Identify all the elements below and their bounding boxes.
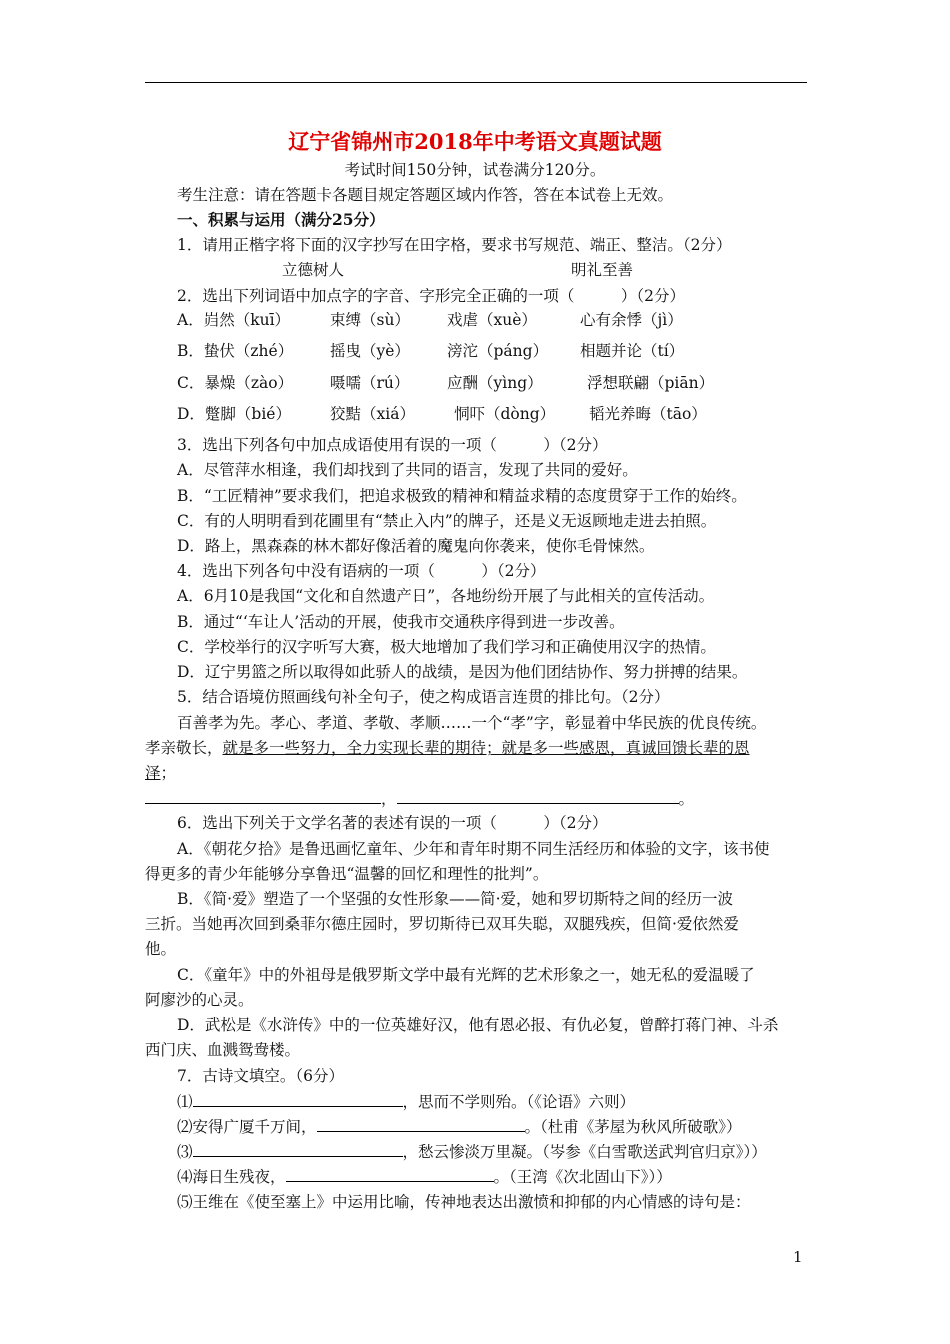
q2-a-1: A．岿然（kuī）: [177, 311, 291, 329]
header-rule: [145, 82, 807, 83]
q4-stem: 4．选出下列各句中没有语病的一项（ ）（2分）: [177, 562, 546, 580]
q2-a-2: 束缚（sù）: [330, 311, 410, 329]
q1-phrase-b: 明礼至善: [571, 261, 634, 279]
q5-lead: 孝亲敬长，: [145, 739, 223, 757]
q5-period: 。: [678, 790, 695, 808]
q5-stem: 5．结合语境仿照画线句补全句子，使之构成语言连贯的排比句。（2分）: [177, 688, 670, 706]
exam-notice: 考生注意：请在答题卡各题目规定答题区域内作答，答在本试卷上无效。: [177, 186, 674, 204]
q2-d-4: 韬光养晦（tāo）: [589, 405, 707, 423]
q6-c-line-2: 阿廖沙的心灵。: [145, 991, 254, 1009]
q5-answer-line: [145, 788, 694, 809]
q6-d-line-2: 西门庆、血溅鸳鸯楼。: [145, 1041, 301, 1059]
q6-b-line-3: 他。: [145, 940, 177, 958]
q7-1-blank[interactable]: [193, 1091, 403, 1107]
q7-2-blank[interactable]: [317, 1116, 525, 1132]
q7-3-text: ，愁云惨淡万里凝。（岑参《白雪歌送武判官归京》））: [402, 1143, 767, 1161]
q5-blank-1[interactable]: [145, 788, 381, 804]
q5-paragraph-2: [145, 738, 750, 758]
q2-b-2: 摇曳（yè）: [330, 342, 410, 360]
q5-underlined-end: 泽: [145, 764, 161, 782]
q4-option-d: D．辽宁男篮之所以取得如此骄人的战绩，是因为他们团结协作、努力拼搏的结果。: [177, 663, 748, 681]
q7-4-text: 。（王湾《次北固山下》））: [493, 1168, 672, 1186]
q6-a-line-2: 得更多的青少年能够分享鲁迅“温馨的回忆和理性的批判”。: [145, 865, 549, 883]
q5-paragraph-3: [145, 763, 176, 783]
q3-option-b: B．“工匠精神”要求我们，把追求极致的精神和精益求精的态度贯穿于工作的始终。: [177, 487, 747, 505]
q7-3-number: ⑶: [177, 1143, 193, 1161]
q4-option-b: B．通过“‘车让人’活动的开展，使我市交通秩序得到进一步改善。: [177, 613, 625, 631]
q7-item-5: ⑸王维在《使至塞上》中运用比喻，传神地表达出激愤和抑郁的内心情感的诗句是：: [177, 1193, 751, 1211]
q4-option-c: C．学校举行的汉字听写大赛，极大地增加了我们学习和正确使用汉字的热情。: [177, 638, 716, 656]
q6-d-line-1: D．武松是《水浒传》中的一位英雄好汉，他有恩必报、有仇必复，曾醉打蒋门神、斗杀: [177, 1016, 779, 1034]
q5-underlined-sentence: 就是多一些努力，全力实现长辈的期待；就是多一些感恩，真诚回馈长辈的恩: [222, 739, 750, 757]
q6-stem: 6．选出下列关于文学名著的表述有误的一项（ ）（2分）: [177, 814, 608, 832]
q6-b-line-1: B．《简·爱》塑造了一个坚强的女性形象——简·爱，她和罗切斯特之间的经历一波: [177, 890, 733, 908]
q2-b-3: 滂沱（páng）: [447, 342, 549, 360]
q2-d-1: D．蹩脚（bié）: [177, 405, 291, 423]
q1-phrase-a: 立德树人: [282, 261, 345, 279]
q3-stem: 3．选出下列各句中加点成语使用有误的一项（ ）（2分）: [177, 436, 608, 454]
q7-item-1: [177, 1091, 635, 1112]
q7-stem: 7．古诗文填空。（6分）: [177, 1067, 344, 1085]
q2-a-4: 心有余悸（jì）: [580, 311, 683, 329]
q7-1-number: ⑴: [177, 1093, 193, 1111]
q6-c-line-1: C．《童年》中的外祖母是俄罗斯文学中最有光辉的艺术形象之一，她无私的爱温暖了: [177, 966, 755, 984]
q5-comma: ，: [381, 790, 397, 808]
q2-b-1: B．蛰伏（zhé）: [177, 342, 294, 360]
q1-stem: 1．请用正楷字将下面的汉字抄写在田字格，要求书写规范、端正、整洁。（2分）: [177, 236, 732, 254]
q7-1-text: ，思而不学则殆。（《论语》六则）: [402, 1093, 636, 1111]
q2-c-4: 浮想联翩（piān）: [587, 374, 715, 392]
q3-option-a: A．尽管萍水相逢，我们却找到了共同的语言，发现了共同的爱好。: [177, 461, 638, 479]
q2-a-3: 戏虐（xuè）: [447, 311, 537, 329]
q7-4-blank[interactable]: [286, 1166, 494, 1182]
page-number: 1: [793, 1248, 803, 1266]
exam-info: 考试时间150分钟，试卷满分120分。: [344, 161, 606, 179]
q2-d-2: 狡黠（xiá）: [330, 405, 415, 423]
q5-paragraph-1: 百善孝为先。孝心、孝道、孝敬、孝顺……一个“孝”字，彰显着中华民族的优良传统。: [177, 714, 767, 732]
q7-4-text-pre: ⑷海日生残夜，: [177, 1168, 286, 1186]
q3-option-d: D．路上，黑森森的林木都好像活着的魔鬼向你袭来，使你毛骨悚然。: [177, 537, 655, 555]
q5-semicolon: ；: [160, 764, 177, 782]
q7-item-3: [177, 1141, 767, 1162]
q6-a-line-1: A．《朝花夕拾》是鲁迅画忆童年、少年和青年时期不同生活经历和体验的文字，该书使: [177, 840, 770, 858]
q7-2-text-pre: ⑵安得广厦千万间，: [177, 1118, 317, 1136]
q6-b-line-2: 三折。当她再次回到桑菲尔德庄园时，罗切斯待已双耳失聪，双腿残疾，但简·爱依然爱: [145, 915, 739, 933]
q2-c-3: 应酬（yìng）: [447, 374, 543, 392]
section-heading: 一、积累与运用（满分25分）: [177, 210, 385, 229]
q2-stem: 2．选出下列词语中加点字的字音、字形完全正确的一项（ ）（2分）: [177, 287, 685, 305]
page-title: 辽宁省锦州市2018年中考语文真题试题: [288, 129, 662, 154]
q2-c-2: 嗫嚅（rú）: [330, 374, 410, 392]
q7-3-blank[interactable]: [193, 1141, 403, 1157]
q7-item-2: [177, 1116, 742, 1137]
q7-item-4: [177, 1166, 672, 1187]
q4-option-a: A．6月10是我国“文化和自然遗产日”，各地纷纷开展了与此相关的宣传活动。: [177, 587, 715, 605]
q3-option-c: C．有的人明明看到花圃里有“禁止入内”的牌子，还是义无返顾地走进去拍照。: [177, 512, 717, 530]
q2-b-4: 相题并论（tí）: [580, 342, 685, 360]
q5-blank-2[interactable]: [397, 788, 679, 804]
q2-d-3: 恫吓（dòng）: [454, 405, 556, 423]
q2-c-1: C．暴燥（zào）: [177, 374, 294, 392]
q7-2-text: 。（杜甫《茅屋为秋风所破歌》）: [524, 1118, 742, 1136]
